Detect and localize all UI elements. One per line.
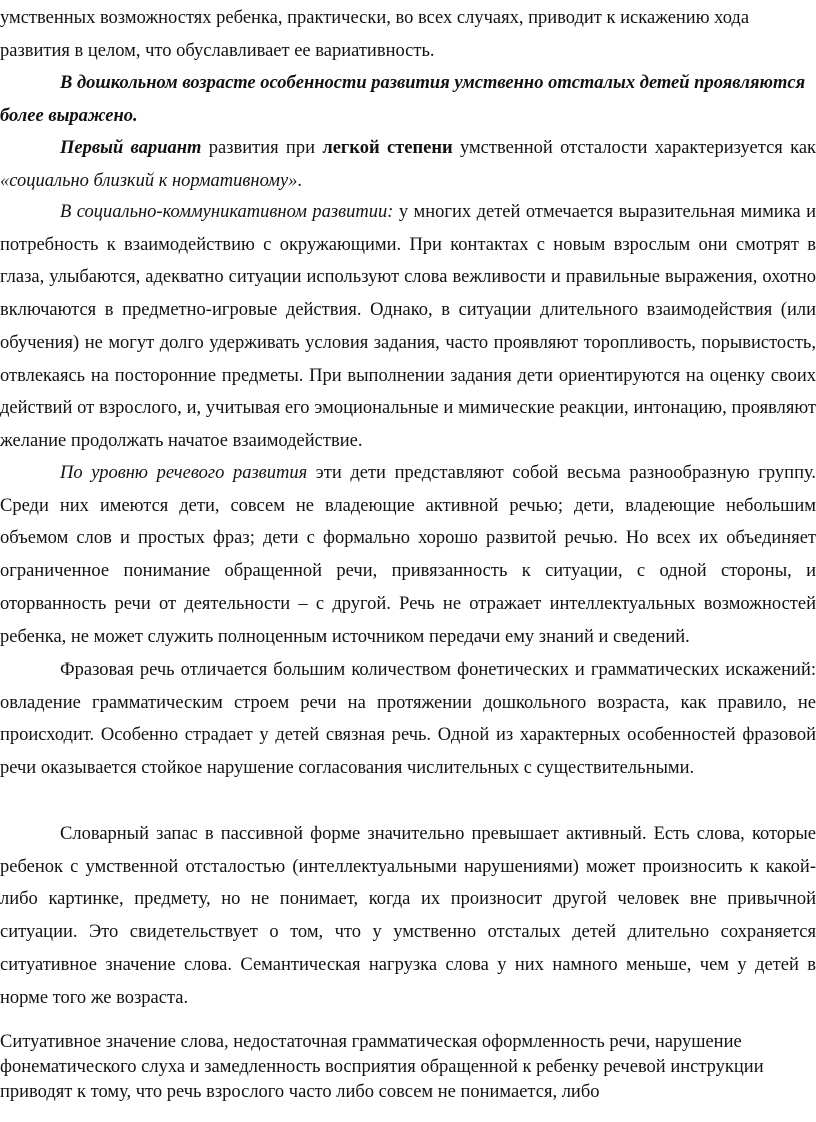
paragraph-2-emphasis: В дошкольном возрасте особенности развития умственно отсталых детей проявляются более выражено.: [0, 73, 806, 126]
text-span: .: [297, 170, 303, 191]
lead-speech-level: По уровню речевого развития: [60, 463, 308, 483]
text-span: умственной отсталости характеризуется как: [452, 138, 816, 158]
paragraph-8-situational: Ситуативное значение слова, недостаточная грамматическая оформленность речи, нарушение фонематического слуха и замедленность восприятия обращенной к ребенку речевой инструкции приводят к тому, что речь взрослого часто либо совсем не понимается, либо: [0, 1032, 764, 1102]
paragraph-6-phrasal-speech: Фразовая речь отличается большим количеством фонетических и грамматических искажений: овладение грамматическим строем речи на протяжении дошкольного возраста, как правило, не происходит. Особенно страдает у детей связная речь. Одной из характерных особенностей фразовой речи оказывается стойкое нарушение согласования числительных с существительными.: [0, 660, 816, 779]
paragraph-1: умственных возможностях ребенка, практически, во всех случаях, приводит к искажению хода развития в целом, что обуславливает ее вариативность.: [0, 8, 750, 61]
paragraph-7-vocabulary: Словарный запас в пассивной форме значительно превышает активный. Есть слова, которые ребенок с умственной отсталостью (интеллектуальными нарушениями) может произносить к какой-либо картинке, предмету, но не понимает, когда их произносит другой человек вне привычной ситуации. Это свидетельствует о том, что у умственно отсталых детей длительно сохраняется ситуативное значение слова. Семантическая нагрузка слова у них намного меньше, чем у детей в норме того же возраста.: [0, 824, 816, 1008]
term-first-variant: Первый вариант: [60, 138, 202, 158]
paragraph-3: [0, 132, 816, 197]
quote-near-normative: «социально близкий к нормативному»: [0, 170, 298, 191]
text-span: у многих детей отмечается выразительная мимика и потребность к взаимодействию с окружающими. При контактах с новым взрослым они смотрят в глаза, улыбаются, адекватно ситуации используют слова вежливости и правильные выражения, охотно включаются в предметно-игровые действия. Однако, в ситуации длительного взаимодействия (или обучения) не могут долго удерживать условия задания, часто проявляют торопливость, порывистость, отвлекаясь на посторонние предметы. При выполнении задания дети ориентируются на оценку своих действий от взрослого, и, учитывая его эмоциональные и мимические реакции, интонацию, проявляют желание продолжать начатое взаимодействие.: [0, 202, 816, 451]
lead-social-communicative: В социально-коммуникативном развитии:: [60, 202, 394, 222]
text-span: развития при: [201, 138, 323, 158]
text-span: эти дети представляют собой весьма разнообразную группу. Среди них имеются дети, совсем не владеющие активной речью; дети, владеющие небольшим объемом слов и простых фраз; дети с формально хорошо развитой речью. Но всех их объединяет ограниченное понимание обращенной речи, привязанность к ситуации, с одной стороны, и оторванность речи от деятельности – с другой. Речь не отражает интеллектуальных возможностей ребенка, не может служить полноценным источником передачи ему знаний и сведений.: [0, 463, 816, 647]
paragraph-5-speech-level: [0, 457, 816, 653]
paragraph-4-social: [0, 196, 816, 458]
term-mild-degree: легкой степени: [322, 138, 453, 158]
